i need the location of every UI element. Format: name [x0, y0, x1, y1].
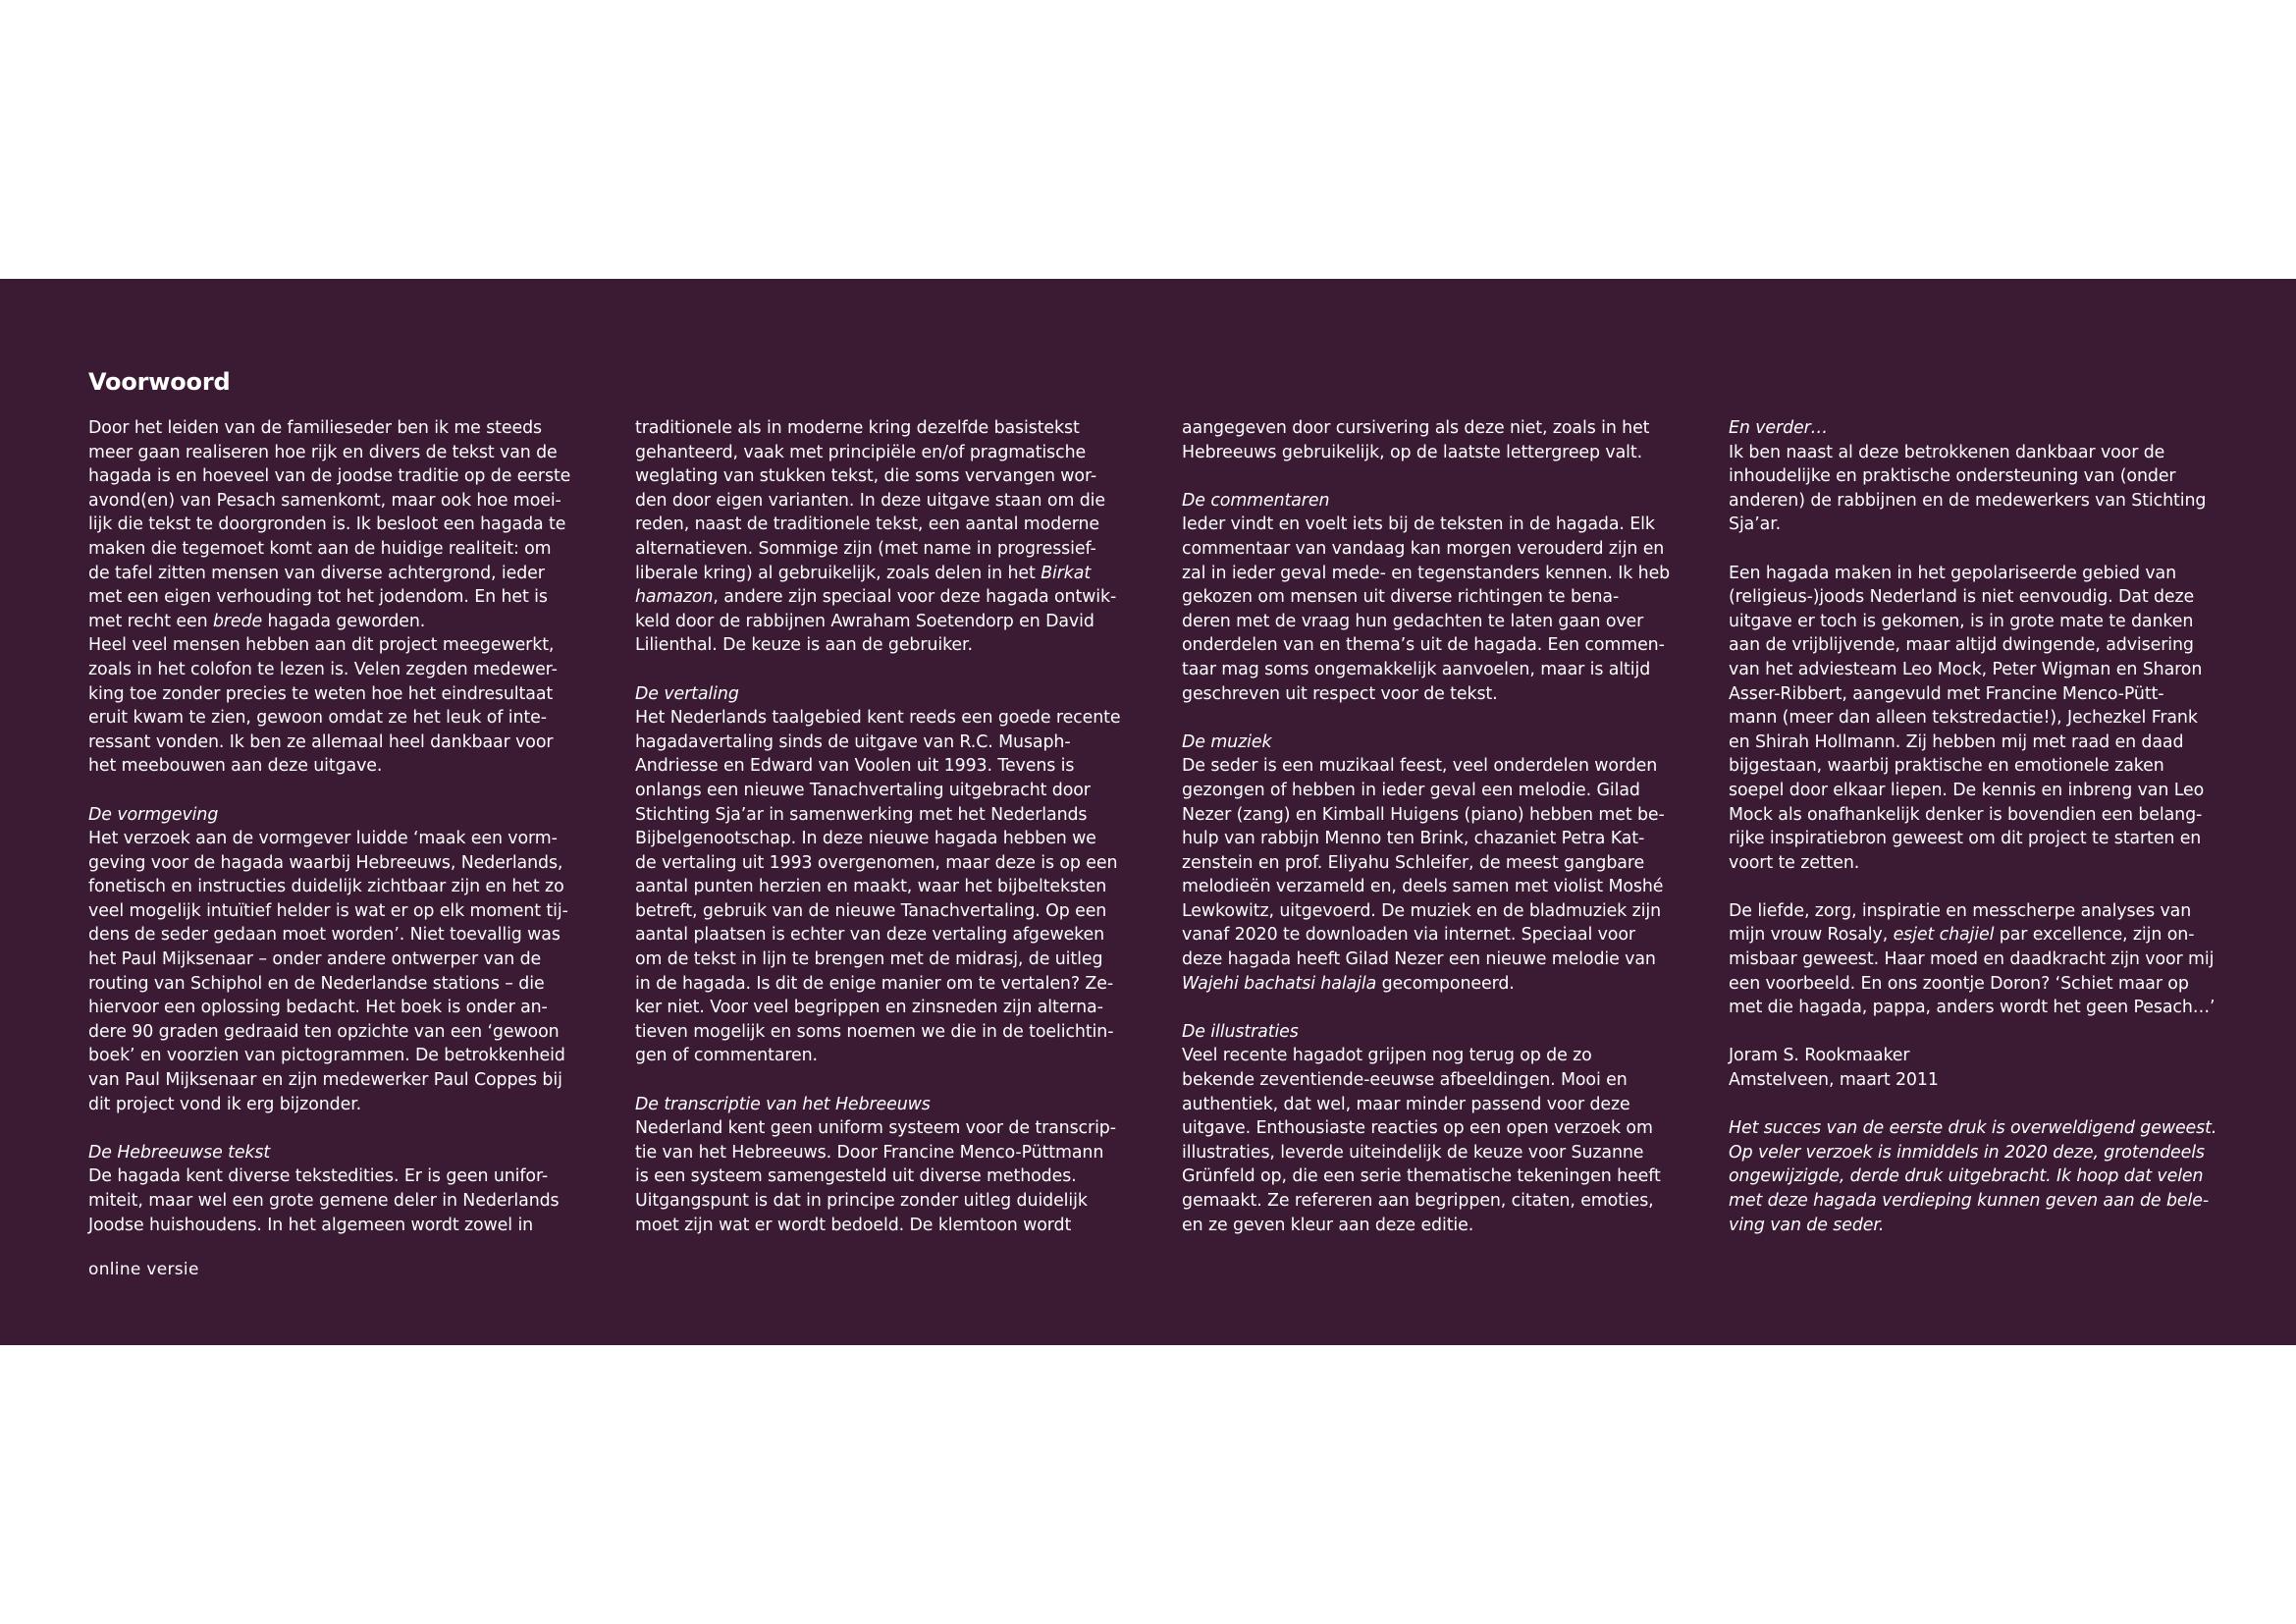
column-1: [88, 416, 570, 1237]
paragraph-continuation: aangegeven door cursivering als deze niet, zoals in het Hebreeuws gebruikelijk, op de laatste lettergreep valt.: [1182, 418, 1650, 462]
heading-vertaling: De vertaling: [635, 683, 739, 704]
intro-emphasis: brede: [212, 611, 263, 631]
continuation-emphasis: Birkat hamazon: [635, 563, 1092, 608]
paragraph-adviesteam: Een hagada maken in het gepolariseerde gebied van (religieus-)joods Nederland is niet eenvoudig. Dat deze uitgave er toch is gekomen, is in grote mate te danken aan de vrijblijvende, maar altijd dwingende, advisering van het adviesteam Leo Mock, Peter Wigman en Sharon Asser-Ribbert, aangevuld met Francine Menco-Pütt- mann (meer dan alleen tekstredactie!), Jechezkel Frank en Shirah Hollmann. Zij hebben mij met raad en daad bijgestaan, waarbij praktische en emotionele zaken soepel door elkaar liepen. De kennis en inbreng van Leo Mock als onafhankelijk denker is bovendien een belang- rijke inspiratiebron geweest om dit project te starten en voort te zetten.: [1729, 563, 2205, 873]
page-title: Voorwoord: [88, 368, 231, 396]
column-4: [1729, 416, 2216, 1237]
heading-vormgeving: De vormgeving: [88, 804, 219, 825]
intro-text-end: hagada geworden. Heel veel mensen hebben aan dit project meegewerkt, zoals in het colofon te lezen is. Velen zegden medewer- king toe zonder precies te weten hoe het eindresultaat eruit kwam te zien, gewoon omdat ze het leuk of inte- ressant vonden. Ik ben ze allemaal heel dankbaar voor het meebouwen aan deze uitgave.: [88, 611, 558, 777]
continuation-text: traditionele als in moderne kring dezelfde basistekst gehanteerd, vaak met principiële en/of pragmatische weglating van stukken tekst, die soms vervangen wor- den door eigen varianten. In deze uitgave staan om die reden, naast de traditionele tekst, een aantal moderne alternatieven. Sommige zijn (met name in progressief- liberale kring) al gebruikelijk, zoals delen in het: [635, 418, 1105, 583]
footer-label: online versie: [88, 1260, 199, 1279]
paragraph-vertaling: Het Nederlands taalgebied kent reeds een goede recente hagadavertaling sinds de uitgave van R.C. Musaph- Andriesse en Edward van Voolen uit 1993. Tevens is onlangs een nieuwe Tanachvertaling uitgebracht door Stichting Sja’ar in samenwerking met het Nederlands Bijbelgenootschap. In deze nieuwe hagada hebben we de vertaling uit 1993 overgenomen, maar deze is op een aantal punten herzien en maakt, waar het bijbelteksten betreft, gebruik van de nieuwe Tanachvertaling. Op een aantal plaatsen is echter van deze vertaling afgeweken om de tekst in lijn te brengen met de midrasj, de uitleg in de hagada. Is dit de enige manier om te vertalen? Ze- ker niet. Voor veel begrippen en zinsneden zijn alterna- tieven mogelijk en soms noemen we die in de toelichtin- gen of commentaren.: [635, 708, 1121, 1066]
heading-en-verder: En verder…: [1729, 418, 1828, 438]
muziek-emphasis: Wajehi bachatsi halajla: [1182, 973, 1377, 994]
dank-text-end: par excellence, zijn on- misbaar geweest. Haar moed en daadkracht zijn voor mij een voorbeeld. En ons zoontje Doron? ‘Schiet maar op met die hagada, pappa, anders wordt het geen Pesach…’: [1729, 925, 2216, 1018]
heading-commentaren: De commentaren: [1182, 490, 1330, 511]
foreword-band: [0, 279, 2296, 1345]
muziek-text-end: gecomponeerd.: [1376, 973, 1515, 994]
paragraph-illustraties: Veel recente hagadot grijpen nog terug op de zo bekende zeventiende-eeuwse afbeeldingen. Mooi en authentiek, dat wel, maar minder passend voor deze uitgave. Enthousiaste reacties op een open verzoek om illustraties, leverde uiteindelijk de keuze voor Suzanne Grünfeld op, die een serie thematische tekeningen heeft gemaakt. Ze refereren aan begrippen, citaten, emoties, en ze geven kleur aan deze editie.: [1182, 1046, 1661, 1235]
paragraph-dank: [1729, 899, 2216, 1020]
signature: Joram S. Rookmaaker Amstelveen, maart 2011: [1729, 1046, 1939, 1091]
paragraph-transcriptie: Nederland kent geen uniform systeem voor de transcrip- tie van het Hebreeuws. Door Francine Menco-Püttmann is een systeem samengesteld uit diverse methodes. Uitgangspunt is dat in principe zonder uitleg duidelijk moet zijn wat er wordt bedoeld. De klemtoon wordt: [635, 1118, 1116, 1235]
paragraph-commentaren: Ieder vindt en voelt iets bij de teksten in de hagada. Elk commentaar van vandaag kan morgen verouderd zijn en zal in ieder geval mede- en tegenstanders kennen. Ik heb gekozen om mensen uit diverse richtingen te bena- deren met de vraag hun gedachten te laten gaan over onderdelen van en thema’s uit de hagada. Een commen- taar mag soms ongemakkelijk aanvoelen, maar is altijd geschreven uit respect voor de tekst.: [1182, 514, 1671, 704]
paragraph-continuation: [635, 416, 1120, 658]
column-3: [1182, 416, 1670, 1237]
dank-text: De liefde, zorg, inspiratie en messcherpe analyses van mijn vrouw Rosaly,: [1729, 900, 2192, 946]
heading-transcriptie: De transcriptie van het Hebreeuws: [635, 1094, 931, 1114]
column-2: [635, 416, 1120, 1237]
paragraph-muziek: [1182, 754, 1670, 996]
paragraph-vormgeving: Het verzoek aan de vormgever luidde ‘maak een vorm- geving voor de hagada waarbij Hebreeuws, Nederlands, fonetisch en instructies duidelijk zichtbaar zijn en het zo veel mogelijk intuïtief helder is wat er op elk moment tij- dens de seder gedaan moet worden’. Niet toevallig was het Paul Mijksenaar – onder andere ontwerper van de routing van Schiphol en de Nederlandse stations – die hiervoor een oplossing bedacht. Het boek is onder an- dere 90 graden gedraaid ten opzichte van een ‘gewoon boek’ en voorzien van pictogrammen. De betrokkenheid van Paul Mijksenaar en zijn medewerker Paul Coppes bij dit project vond ik erg bijzonder.: [88, 829, 568, 1114]
muziek-text: De seder is een muzikaal feest, veel onderdelen worden gezongen of hebben in ieder geval een melodie. Gilad Nezer (zang) en Kimball Huigens (piano) hebben met be- hulp van rabbijn Menno ten Brink, chazaniet Petra Kat- zenstein en prof. Eliyahu Schleifer, de meest gangbare melodieën verzameld en, deels samen met violist Moshé Lewkowitz, uitgevoerd. De muziek en de bladmuziek zijn vanaf 2020 te downloaden via internet. Speciaal voor deze hagada heeft Gilad Nezer een nieuwe melodie van: [1182, 756, 1665, 970]
continuation-text-end: , andere zijn speciaal voor deze hagada ontwik- keld door de rabbijnen Awraham Soetendorp en David Lilienthal. De keuze is aan de gebruiker.: [635, 587, 1117, 656]
dank-emphasis: esjet chajiel: [1893, 925, 1995, 946]
heading-illustraties: De illustraties: [1182, 1021, 1299, 1042]
heading-hebreeuwse-tekst: De Hebreeuwse tekst: [88, 1142, 271, 1163]
paragraph-hebreeuwse-tekst: De hagada kent diverse tekstedities. Er is geen unifor- miteit, maar wel een grote gemene deler in Nederlands Joodse huishoudens. In het algemeen wordt zowel in: [88, 1166, 560, 1235]
intro-paragraph: [88, 416, 570, 779]
heading-muziek: De muziek: [1182, 731, 1272, 752]
paragraph-en-verder: Ik ben naast al deze betrokkenen dankbaar voor de inhoudelijke en praktische ondersteuning van (onder anderen) de rabbijnen en de medewerkers van Stichting Sja’ar.: [1729, 442, 2207, 535]
intro-text: Door het leiden van de familieseder ben ik me steeds meer gaan realiseren hoe rijk en divers de tekst van de hagada is en hoeveel van de joodse traditie op de eerste avond(en) van Pesach samenkomt, maar ook hoe moei- lijk die tekst te doorgronden is. Ik besloot een hagada te maken die tegemoet komt aan de huidige realiteit: om de tafel zitten mensen van diverse achtergrond, ieder met een eigen verhouding tot het jodendom. En het is met recht een: [88, 418, 571, 631]
closing-note: Het succes van de eerste druk is overweldigend geweest. Op veler verzoek is inmiddels in 2020 deze, grotendeels ongewijzigde, derde druk uitgebracht. Ik hoop dat velen met deze hagada verdieping kunnen geven aan de bele- ving van de seder.: [1729, 1118, 2217, 1235]
